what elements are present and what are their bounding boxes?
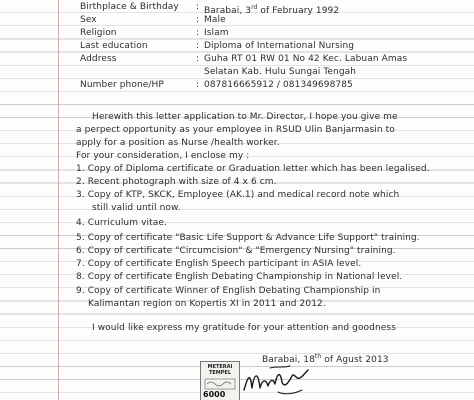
list-item-continued: still valid until now.: [92, 203, 181, 213]
list-item: 8. Copy of certificate English Debating Championship in National level.: [76, 272, 403, 282]
revenue-stamp: [200, 361, 240, 400]
list-item: 7. Copy of certificate English Speech participant in ASIA level.: [76, 259, 362, 269]
sex-value: Male: [204, 15, 226, 25]
address-value-continued: Selatan Kab. Hulu Sungai Tengah: [204, 67, 357, 77]
intro-line: a perpect opportunity as your employee in RSUD Ulin Banjarmasin to: [76, 125, 395, 135]
birthplace-value: Barabai, 3rd of February 1992: [204, 4, 340, 16]
religion-value: Islam: [204, 28, 229, 38]
religion-label: Religion: [80, 28, 117, 38]
education-label: Last education: [80, 41, 148, 51]
colon: :: [196, 28, 200, 38]
stamp-value: 6000: [203, 390, 226, 399]
margin-line: [58, 0, 59, 400]
closing-line: I would like express my gratitude for your attention and goodness: [92, 323, 397, 333]
list-item-continued: Kalimantan region on Kopertis XI in 2011 and 2012.: [88, 299, 326, 309]
stamp-title: METERAI: [207, 364, 233, 370]
intro-line: apply for a position as Nurse /health worker.: [76, 138, 280, 148]
list-item: 1. Copy of Diploma certificate or Graduation letter which has been legalised.: [76, 164, 430, 174]
colon: :: [196, 41, 200, 51]
place-date: Barabai, 18th of Agust 2013: [262, 353, 389, 365]
colon: :: [196, 80, 200, 90]
intro-line: For your consideration, I enclose my :: [76, 151, 250, 161]
stamp-pattern-icon: [201, 377, 239, 391]
list-item: 3. Copy of KTP, SKCK, Employee (AK.1) and medical record note which: [76, 190, 400, 200]
list-item: 4. Curriculum vitae.: [76, 218, 167, 228]
list-item: 9. Copy of certificate Winner of English Debating Championship in: [76, 286, 381, 296]
signature-icon: [240, 362, 310, 398]
colon: :: [196, 54, 200, 64]
list-item: 5. Copy of certificate "Basic Life Support & Advance Life Support" training.: [76, 233, 420, 243]
stamp-subtitle: TEMPEL: [208, 370, 232, 376]
list-item: 2. Recent photograph with size of 4 x 6 cm.: [76, 177, 277, 187]
address-value: Guha RT 01 RW 01 No 42 Kec. Labuan Amas: [204, 54, 408, 64]
colon: :: [196, 15, 200, 25]
sex-label: Sex: [80, 15, 97, 25]
birthplace-label: Birthplace & Birthday: [80, 2, 179, 12]
colon: :: [196, 2, 200, 12]
list-item: 6. Copy of certificate "Circumcision" & "Emergency Nursing" training.: [76, 246, 396, 256]
address-label: Address: [80, 54, 117, 64]
education-value: Diploma of International Nursing: [204, 41, 355, 51]
intro-line: Herewith this letter application to Mr. Director, I hope you give me: [92, 112, 398, 122]
phone-label: Number phone/HP: [80, 80, 164, 90]
phone-value: 087816665912 / 081349698785: [204, 80, 353, 90]
